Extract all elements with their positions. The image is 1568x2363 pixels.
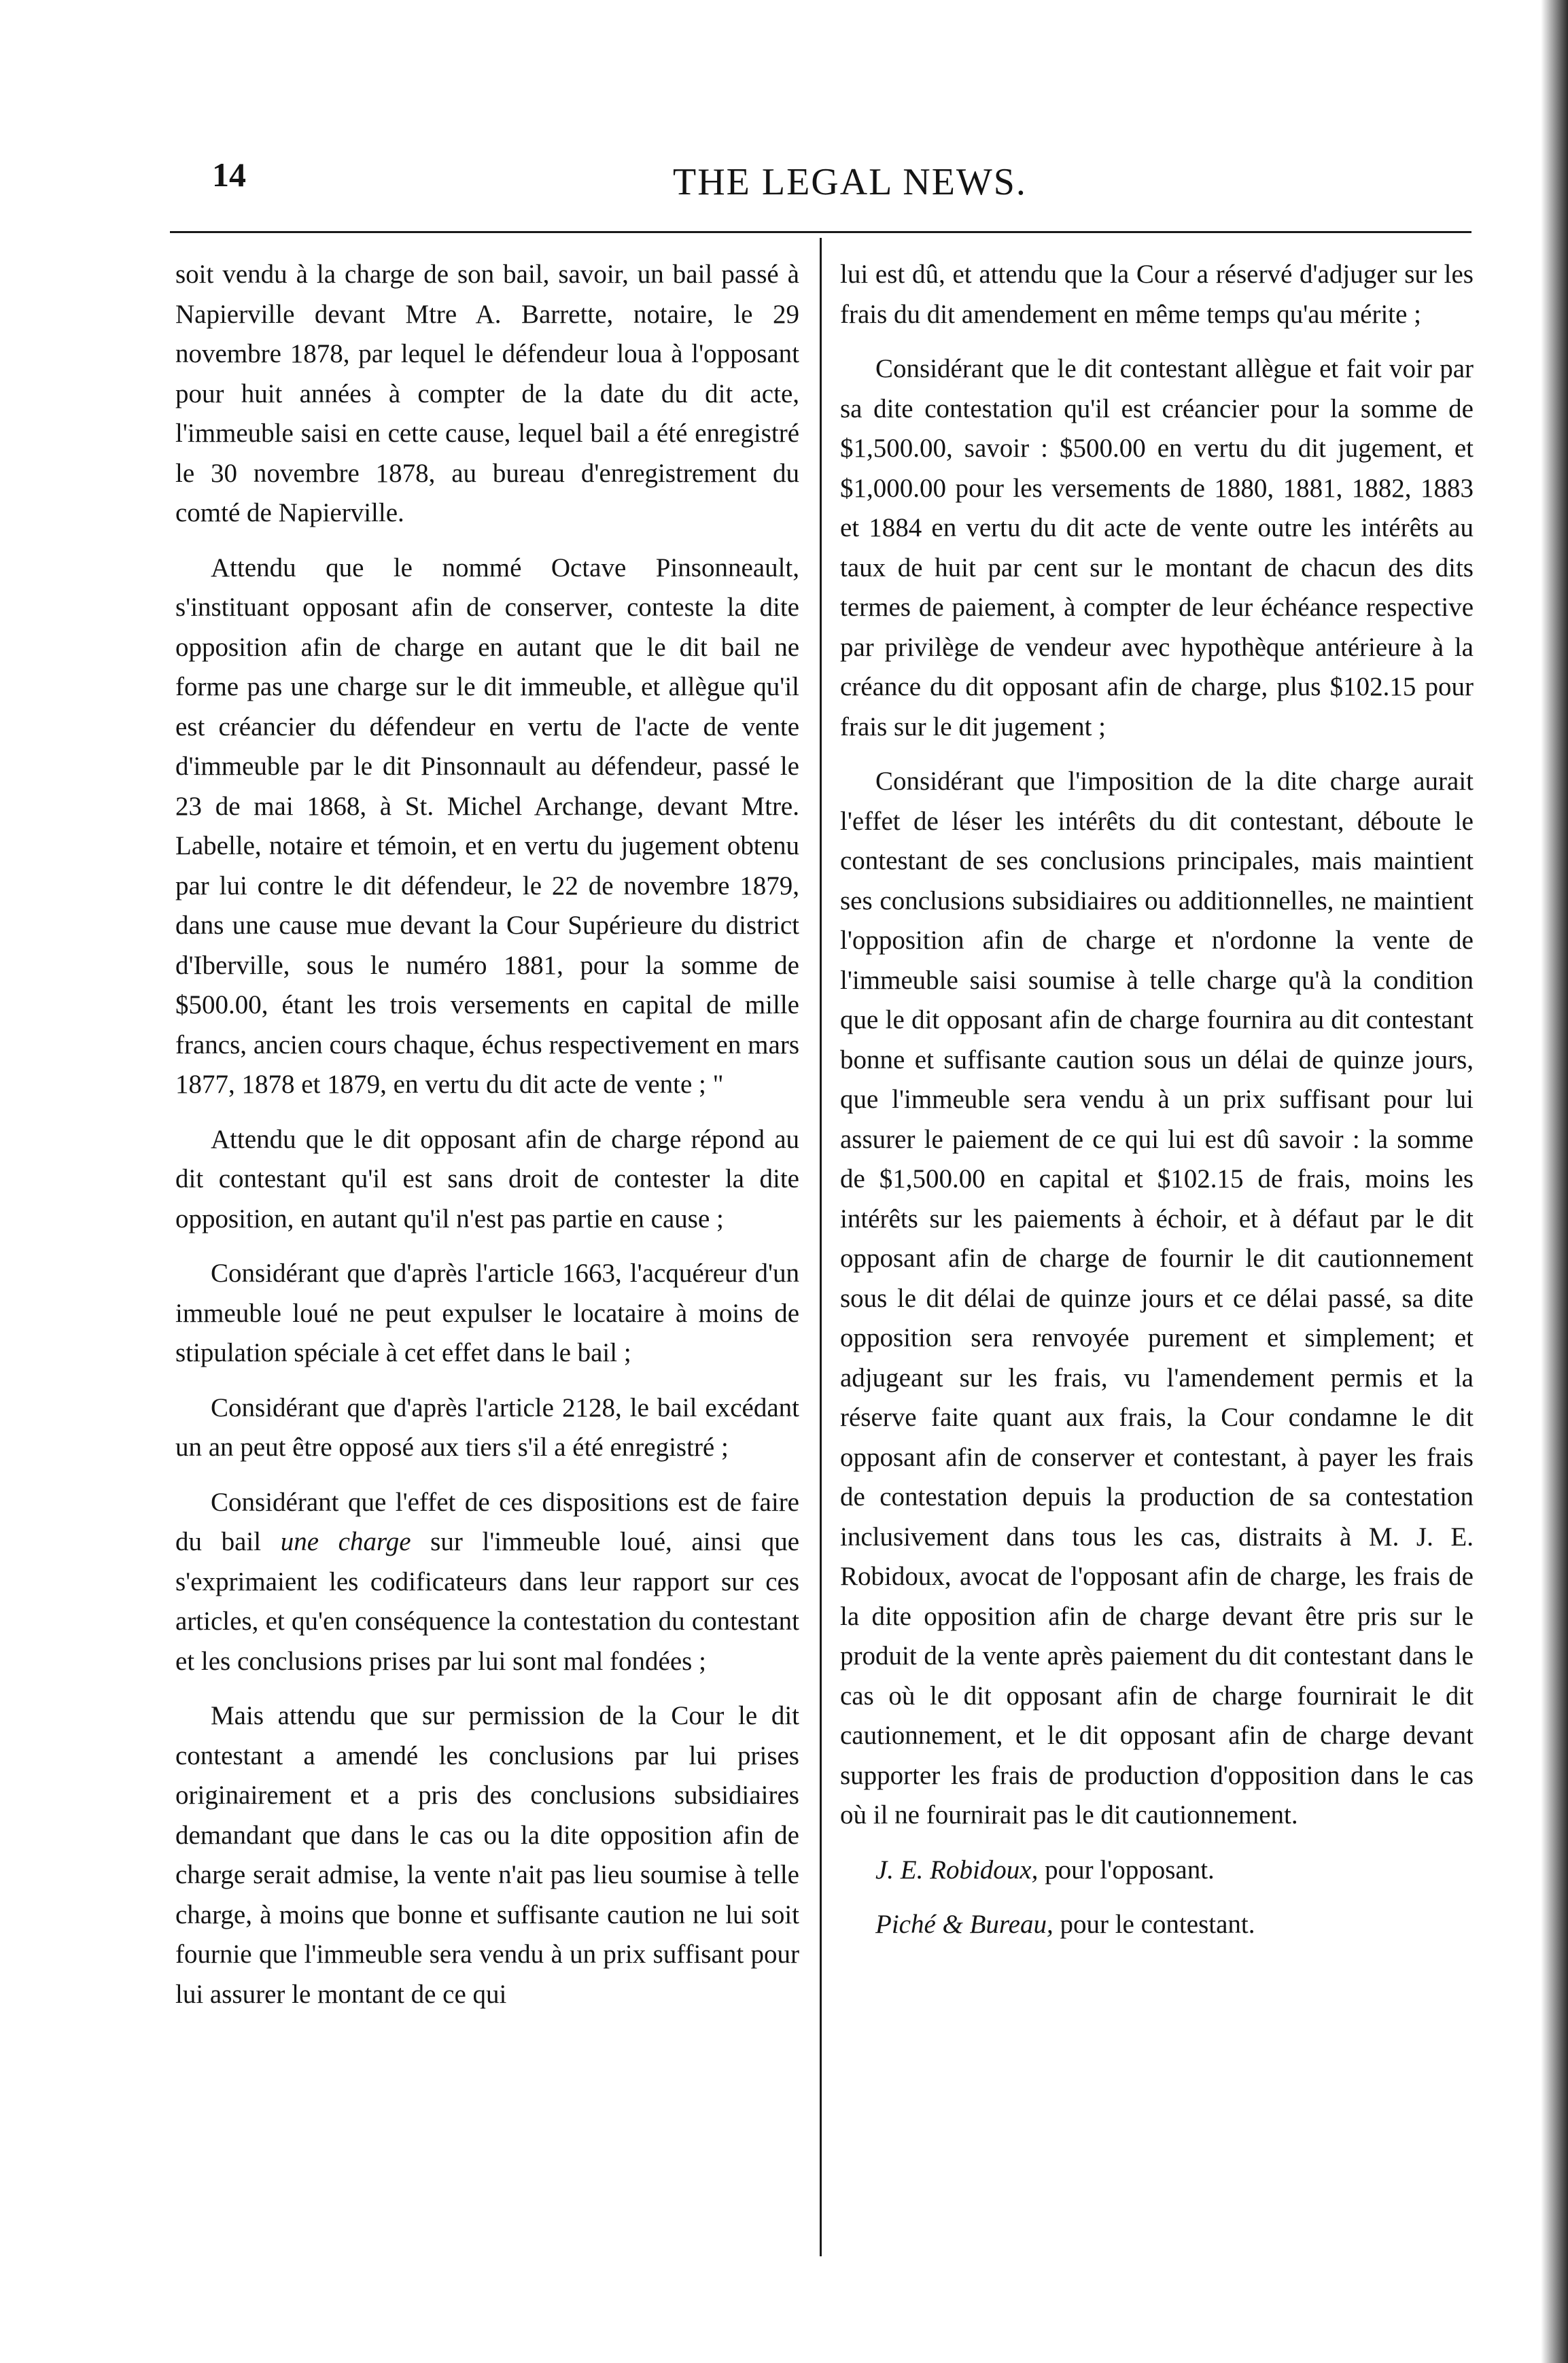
paragraph: Attendu que le dit opposant afin de charge répond au dit contestant qu'il est sans droit de contester la dite opposition, en autant qu'il n'est pas partie en cause ;: [175, 1124, 799, 1233]
signature-name: Piché & Bureau,: [875, 1910, 1053, 1939]
signature-role: pour le contestant.: [1053, 1910, 1255, 1939]
emphasis-text: une charge: [280, 1527, 411, 1556]
paragraph: soit vendu à la charge de son bail, savoir, un bail passé à Napierville devant Mtre A. Barrette, notaire, le 29 novembre 1878, par lequel le défendeur loua à l'opposant pour huit années à compter de la date du dit acte, l'immeuble saisi en cette cause, lequel bail a été enregistré le 30 novembre 1878, au bureau d'enregistrement du comté de Napierville.: [175, 260, 799, 527]
scan-edge-shadow: [1541, 0, 1568, 2363]
signature-line: [840, 1851, 1474, 1891]
page-number: 14: [212, 156, 246, 194]
paragraph: Considérant que d'après l'article 2128, le bail excédant un an peut être opposé aux tiers s'il a été enregistré ;: [175, 1393, 799, 1462]
paragraph: Attendu que le nommé Octave Pinsonneault, s'instituant opposant afin de conserver, conteste la dite opposition afin de charge en autant que le dit bail ne forme pas une charge sur le dit immeuble, et allègue qu'il est créancier du défendeur en vertu de l'acte de vente d'immeuble par le dit Pinsonnault au défendeur, passé le 23 de mai 1868, à St. Michel Archange, devant Mtre. Labelle, notaire et témoin, et en vertu du jugement obtenu par lui contre le dit défendeur, le 22 de novembre 1879, dans une cause mue devant la Cour Supérieure du district d'Iberville, sous le numéro 1881, pour la somme de $500.00, étant les trois versements en capital de mille francs, ancien cours chaque, échus respectivement en mars 1877, 1878 et 1879, en vertu du dit acte de vente ; ": [175, 553, 799, 1099]
paragraph: Considérant que d'après l'article 1663, l'acquéreur d'un immeuble loué ne peut expulser le locataire à moins de stipulation spéciale à cet effet dans le bail ;: [175, 1259, 799, 1367]
signature-line: [840, 1905, 1474, 1945]
paragraph-text: sur l'immeuble loué, ainsi que s'exprimaient les codificateurs dans leur rapport sur ces articles, et qu'en conséquence la contestation du contestant et les conclusions prises par lui sont mal fondées ;: [175, 1527, 799, 1676]
paragraph: Considérant que l'imposition de la dite charge aurait l'effet de léser les intérêts du dit contestant, déboute le contestant de ses conclusions principales, mais maintient ses conclusions subsidiaires ou additionnelles, ne maintient l'opposition afin de charge et n'ordonne la vente de l'immeuble saisi soumise à telle charge qu'à la condition que le dit opposant afin de charge fournira au dit contestant bonne et suffisante caution sous un délai de quinze jours, que l'immeuble sera vendu à un prix suffisant pour lui assurer le paiement de ce qui lui est dû savoir : la somme de $1,500.00 en capital et $102.15 de frais, moins les intérêts sur les paiements à échoir, et à défaut par le dit opposant afin de charge de fournir le dit cautionnement sous le dit délai de quinze jours et ce délai passé, sa dite opposition sera renvoyée purement et simplement; et adjugeant sur les frais, vu l'amendement permis et la réserve faite quant aux frais, la Cour condamne le dit opposant afin de conserver et contestant, à payer les frais de contestation depuis la production de sa contestation inclusivement dans tous les cas, distraits à M. J. E. Robidoux, avocat de l'opposant afin de charge, les frais de la dite opposition afin de charge devant être pris sur le produit de la vente après paiement du dit contestant dans le cas où le dit opposant afin de charge fournirait le dit cautionnement, et le dit opposant afin de charge devant supporter les frais de production d'opposition dans le cas où il ne fournirait pas le dit cautionnement.: [840, 767, 1474, 1830]
paragraph-text: Considérant que l'effet de ces dispositions est de faire du bail: [175, 1487, 799, 1556]
signature-name: J. E. Robidoux,: [875, 1855, 1039, 1885]
paragraph: Mais attendu que sur permission de la Cour le dit contestant a amendé les conclusions par lui prises originairement et a pris des conclusions subsidiaires demandant que dans le cas ou la dite opposition afin de charge serait admise, la vente n'ait pas lieu soumise à telle charge, à moins que bonne et suffisante caution ne lui soit fournie que l'immeuble sera vendu à un prix suffisant pour lui assurer le montant de ce qui: [175, 1701, 799, 2009]
signature-role: pour l'opposant.: [1038, 1855, 1215, 1885]
paragraph: lui est dû, et attendu que la Cour a réservé d'adjuger sur les frais du dit amendement en même temps qu'au mérite ;: [840, 260, 1474, 329]
running-title: THE LEGAL NEWS.: [673, 161, 1027, 203]
paragraph: [175, 1483, 799, 1682]
right-column: [840, 255, 1474, 1960]
left-column: [175, 255, 799, 2029]
header-rule: [170, 231, 1471, 233]
paragraph: Considérant que le dit contestant allègue et fait voir par sa dite contestation qu'il est créancier pour la somme de $1,500.00, savoir : $500.00 en vertu du dit jugement, et $1,000.00 pour les versements de 1880, 1881, 1882, 1883 et 1884 en vertu du dit acte de vente outre les intérêts au taux de huit par cent sur le montant de chacun des dits termes de paiement, à compter de leur échéance respective par privilège de vendeur avec hypothèque antérieure à la créance du dit opposant afin de charge, plus $102.15 pour frais sur le dit jugement ;: [840, 354, 1474, 741]
column-divider: [820, 238, 822, 2256]
